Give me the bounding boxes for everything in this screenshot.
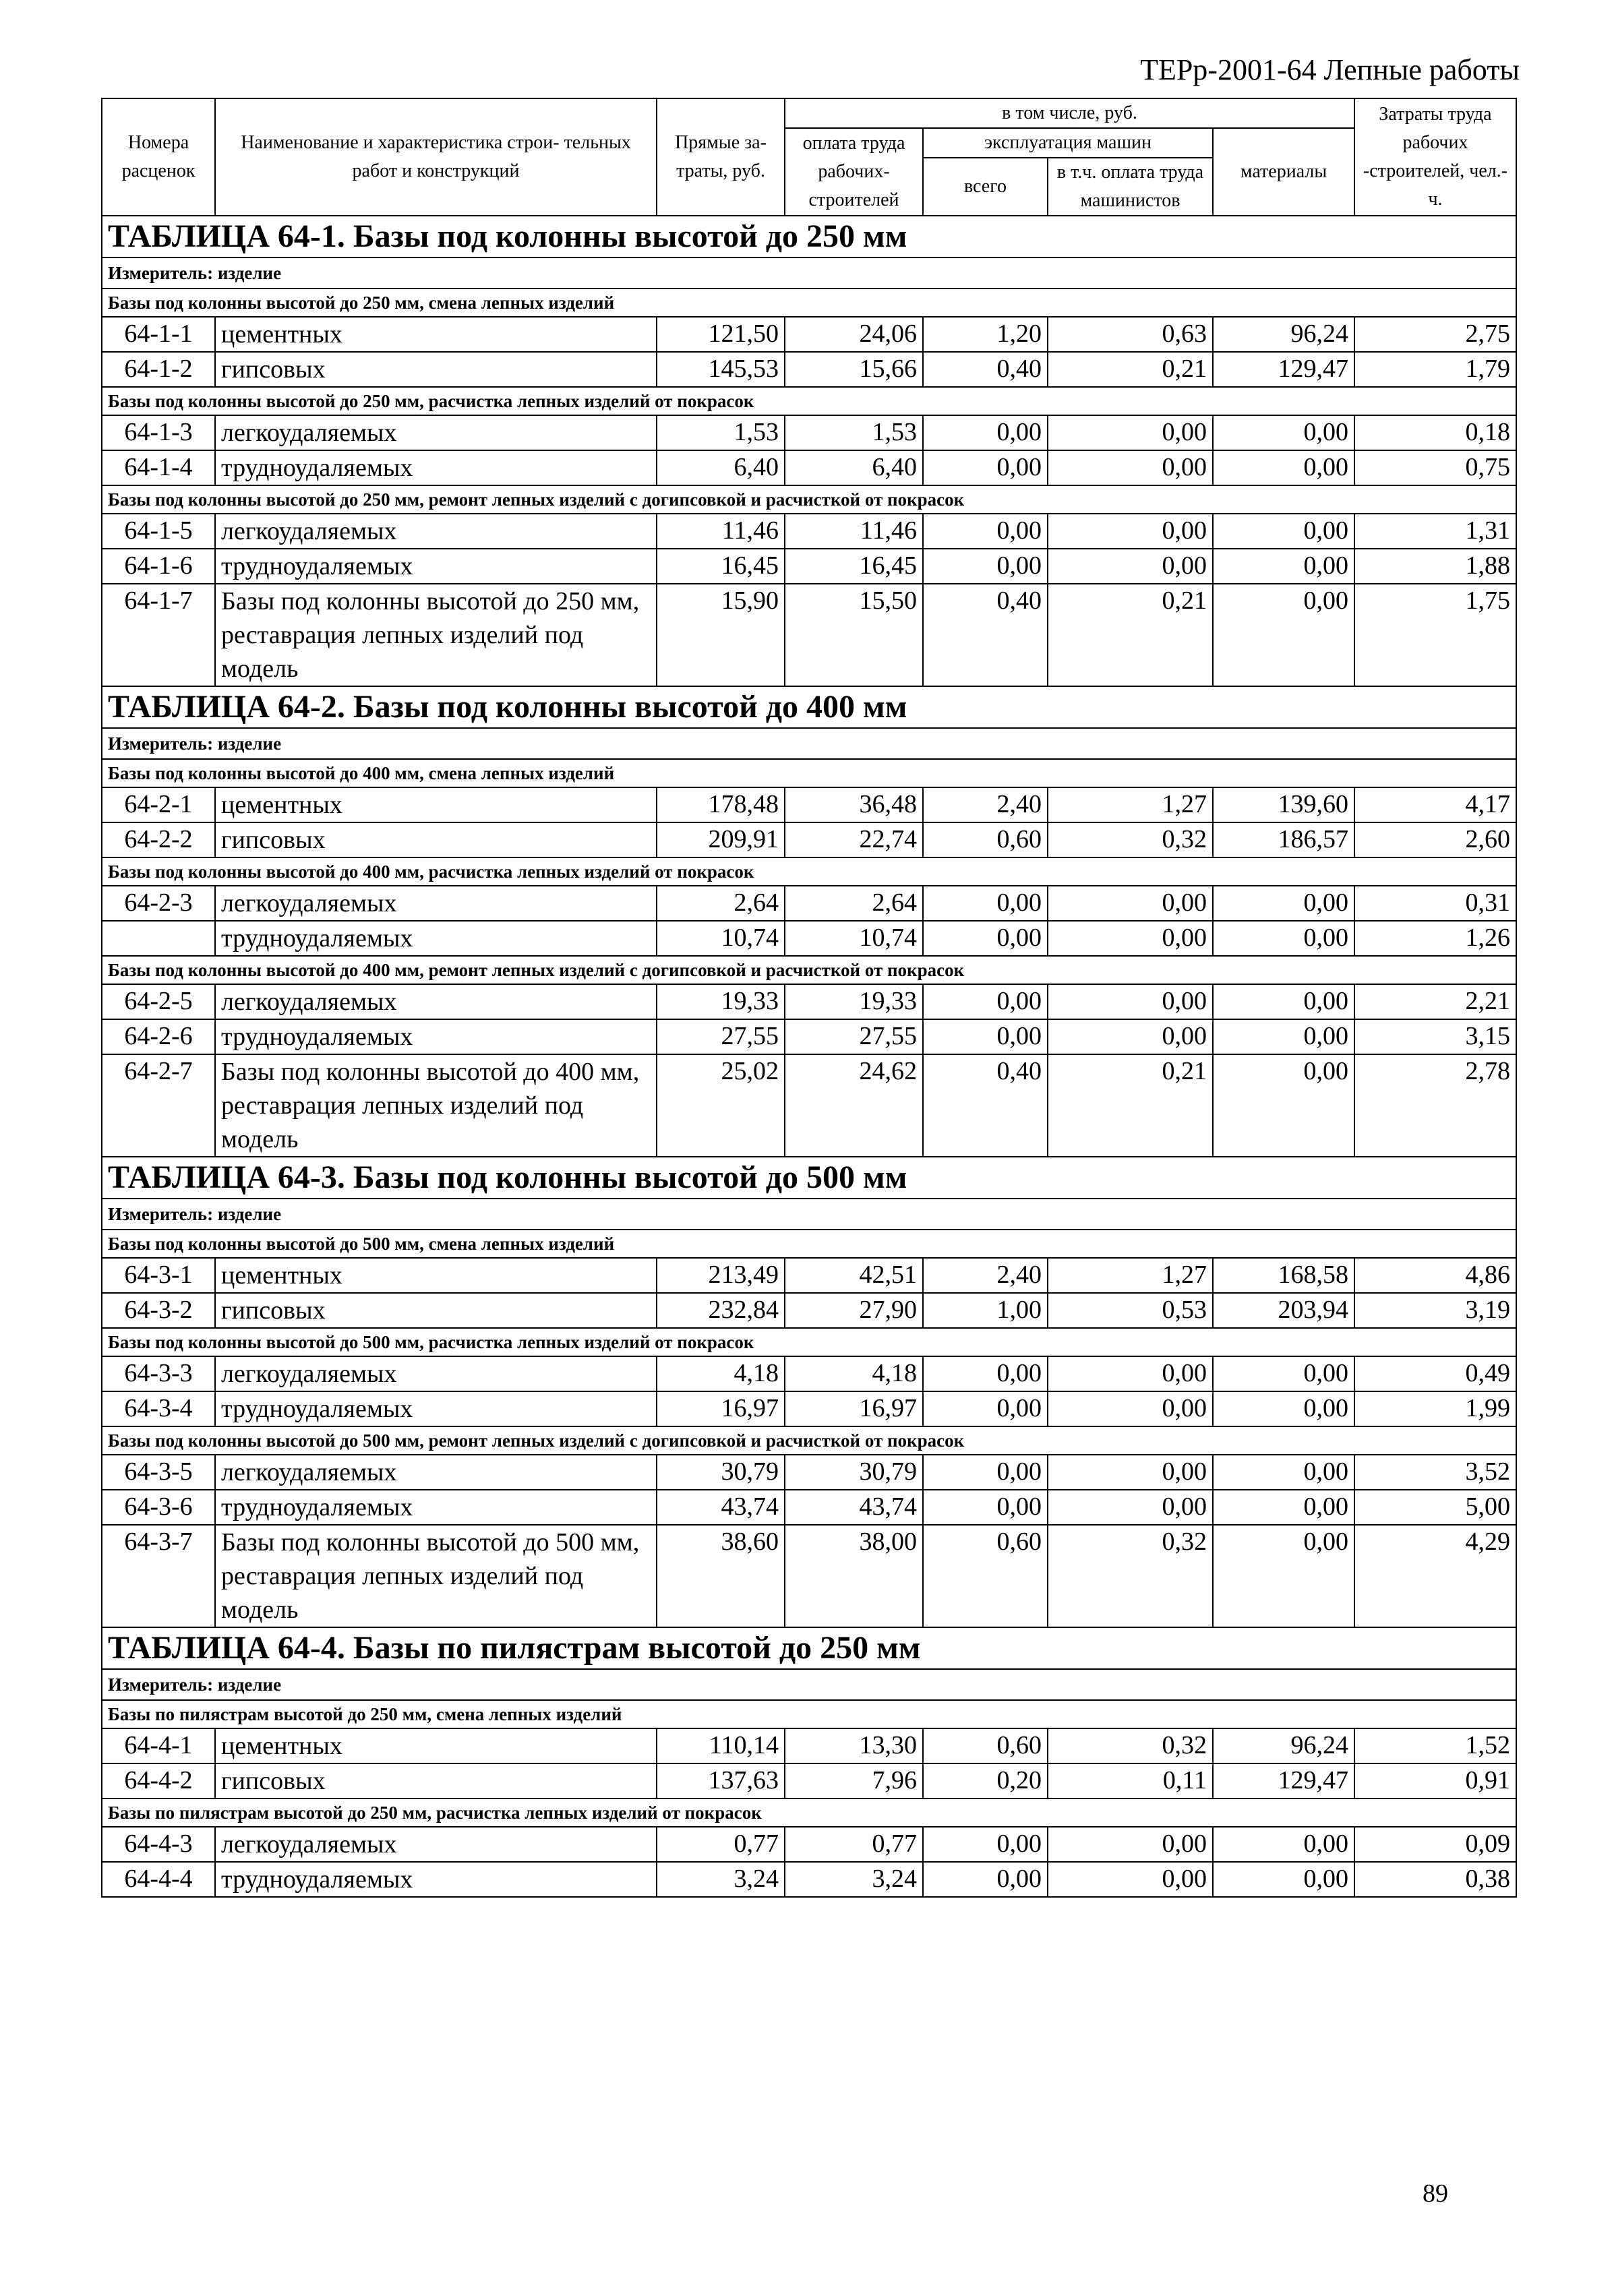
table-title: ТАБЛИЦА 64-1. Базы под колонны высотой до 250 мм xyxy=(102,216,1516,258)
table-row xyxy=(102,1054,1516,1157)
labor-hours: 1,79 xyxy=(1354,352,1516,387)
col-header-name: Наименование и характеристика строи- тельных работ и конструкций xyxy=(215,98,657,216)
work-name: трудноудаляемых xyxy=(215,1862,657,1897)
work-name: цементных xyxy=(215,787,657,822)
machinist-labor-cost: 0,00 xyxy=(1048,415,1213,450)
labor-hours: 2,60 xyxy=(1354,822,1516,857)
materials-cost: 0,00 xyxy=(1213,1827,1354,1862)
machinist-labor-cost: 0,21 xyxy=(1048,584,1213,686)
direct-cost: 25,02 xyxy=(657,1054,785,1157)
machinist-labor-cost: 0,00 xyxy=(1048,1019,1213,1054)
labor-cost: 27,90 xyxy=(785,1293,923,1328)
machine-cost: 0,60 xyxy=(923,1525,1048,1627)
group-subtitle-row xyxy=(102,1700,1516,1728)
group-subtitle: Базы под колонны высотой до 400 мм, расчистка лепных изделий от покрасок xyxy=(102,857,1516,886)
machine-cost: 0,00 xyxy=(923,921,1048,956)
labor-cost: 10,74 xyxy=(785,921,923,956)
measure-unit: Измеритель: изделие xyxy=(102,1199,1516,1230)
machinist-labor-cost: 0,00 xyxy=(1048,1490,1213,1525)
labor-hours: 4,17 xyxy=(1354,787,1516,822)
labor-hours: 0,18 xyxy=(1354,415,1516,450)
col-header-labor: оплата труда рабочих- строителей xyxy=(785,128,923,216)
direct-cost: 38,60 xyxy=(657,1525,785,1627)
table-row xyxy=(102,317,1516,352)
machinist-labor-cost: 0,00 xyxy=(1048,1827,1213,1862)
materials-cost: 129,47 xyxy=(1213,352,1354,387)
materials-cost: 0,00 xyxy=(1213,450,1354,485)
machinist-labor-cost: 0,32 xyxy=(1048,822,1213,857)
work-name: цементных xyxy=(215,317,657,352)
machinist-labor-cost: 0,00 xyxy=(1048,984,1213,1019)
labor-hours: 1,88 xyxy=(1354,549,1516,584)
labor-hours: 3,19 xyxy=(1354,1293,1516,1328)
machine-cost: 0,00 xyxy=(923,549,1048,584)
work-name: трудноудаляемых xyxy=(215,1391,657,1426)
group-subtitle: Базы под колонны высотой до 250 мм, расчистка лепных изделий от покрасок xyxy=(102,387,1516,415)
machine-cost: 0,60 xyxy=(923,1728,1048,1763)
labor-hours: 1,99 xyxy=(1354,1391,1516,1426)
table-row xyxy=(102,1258,1516,1293)
direct-cost: 16,97 xyxy=(657,1391,785,1426)
direct-cost: 6,40 xyxy=(657,450,785,485)
table-row xyxy=(102,1490,1516,1525)
machinist-labor-cost: 0,00 xyxy=(1048,1391,1213,1426)
labor-cost: 3,24 xyxy=(785,1862,923,1897)
measure-unit: Измеритель: изделие xyxy=(102,728,1516,759)
measure-row xyxy=(102,728,1516,759)
rate-code: 64-1-5 xyxy=(102,514,215,549)
machine-cost: 1,20 xyxy=(923,317,1048,352)
group-subtitle-row xyxy=(102,759,1516,787)
machine-cost: 0,00 xyxy=(923,1862,1048,1897)
labor-cost: 36,48 xyxy=(785,787,923,822)
machine-cost: 0,00 xyxy=(923,1391,1048,1426)
work-name: цементных xyxy=(215,1728,657,1763)
table-row xyxy=(102,1391,1516,1426)
materials-cost: 0,00 xyxy=(1213,1862,1354,1897)
measure-unit: Измеритель: изделие xyxy=(102,1669,1516,1700)
group-subtitle: Базы под колонны высотой до 250 мм, ремонт лепных изделий с догипсовкой и расчисткой от покрасок xyxy=(102,485,1516,514)
col-header-materials: материалы xyxy=(1213,128,1354,216)
group-subtitle-row xyxy=(102,387,1516,415)
group-subtitle: Базы по пилястрам высотой до 250 мм, смена лепных изделий xyxy=(102,1700,1516,1728)
machinist-labor-cost: 0,00 xyxy=(1048,549,1213,584)
labor-cost: 7,96 xyxy=(785,1763,923,1799)
materials-cost: 0,00 xyxy=(1213,1054,1354,1157)
table-row xyxy=(102,984,1516,1019)
machinist-labor-cost: 0,00 xyxy=(1048,1862,1213,1897)
work-name: легкоудаляемых xyxy=(215,1455,657,1490)
rate-code: 64-2-6 xyxy=(102,1019,215,1054)
direct-cost: 2,64 xyxy=(657,886,785,921)
machine-cost: 0,00 xyxy=(923,450,1048,485)
rate-code: 64-3-3 xyxy=(102,1356,215,1391)
table-row xyxy=(102,450,1516,485)
group-subtitle-row xyxy=(102,485,1516,514)
machinist-labor-cost: 0,53 xyxy=(1048,1293,1213,1328)
group-subtitle: Базы под колонны высотой до 400 мм, ремонт лепных изделий с догипсовкой и расчисткой от покрасок xyxy=(102,956,1516,984)
labor-hours: 2,75 xyxy=(1354,317,1516,352)
labor-cost: 0,77 xyxy=(785,1827,923,1862)
materials-cost: 168,58 xyxy=(1213,1258,1354,1293)
work-name: легкоудаляемых xyxy=(215,415,657,450)
materials-cost: 0,00 xyxy=(1213,1455,1354,1490)
group-subtitle-row xyxy=(102,857,1516,886)
work-name: трудноудаляемых xyxy=(215,921,657,956)
col-header-machines: эксплуатация машин xyxy=(923,128,1213,158)
col-header-hours: Затраты труда рабочих -строителей, чел.-ч. xyxy=(1354,98,1516,216)
direct-cost: 27,55 xyxy=(657,1019,785,1054)
machinist-labor-cost: 1,27 xyxy=(1048,787,1213,822)
rate-code: 64-3-5 xyxy=(102,1455,215,1490)
work-name: гипсовых xyxy=(215,822,657,857)
machinist-labor-cost: 0,32 xyxy=(1048,1525,1213,1627)
table-row xyxy=(102,822,1516,857)
labor-hours: 1,26 xyxy=(1354,921,1516,956)
machine-cost: 0,00 xyxy=(923,984,1048,1019)
direct-cost: 30,79 xyxy=(657,1455,785,1490)
measure-unit: Измеритель: изделие xyxy=(102,258,1516,289)
rate-code: 64-1-3 xyxy=(102,415,215,450)
table-row xyxy=(102,1827,1516,1862)
work-name: Базы под колонны высотой до 400 мм, реставрация лепных изделий под модель xyxy=(215,1054,657,1157)
table-row xyxy=(102,415,1516,450)
rate-code: 64-1-7 xyxy=(102,584,215,686)
labor-cost: 4,18 xyxy=(785,1356,923,1391)
machine-cost: 0,00 xyxy=(923,1019,1048,1054)
rate-code: 64-3-7 xyxy=(102,1525,215,1627)
table-title-row xyxy=(102,686,1516,728)
machinist-labor-cost: 1,27 xyxy=(1048,1258,1213,1293)
machine-cost: 0,00 xyxy=(923,1455,1048,1490)
rate-code: 64-2-3 xyxy=(102,886,215,921)
machine-cost: 0,40 xyxy=(923,352,1048,387)
direct-cost: 209,91 xyxy=(657,822,785,857)
labor-hours: 3,52 xyxy=(1354,1455,1516,1490)
materials-cost: 0,00 xyxy=(1213,921,1354,956)
table-row xyxy=(102,1356,1516,1391)
machine-cost: 1,00 xyxy=(923,1293,1048,1328)
materials-cost: 0,00 xyxy=(1213,1490,1354,1525)
work-name: трудноудаляемых xyxy=(215,1490,657,1525)
table-title-row xyxy=(102,216,1516,258)
table-row xyxy=(102,1763,1516,1799)
table-row xyxy=(102,1728,1516,1763)
direct-cost: 4,18 xyxy=(657,1356,785,1391)
work-name: гипсовых xyxy=(215,352,657,387)
labor-hours: 1,52 xyxy=(1354,1728,1516,1763)
machinist-labor-cost: 0,00 xyxy=(1048,921,1213,956)
rate-code: 64-2-1 xyxy=(102,787,215,822)
materials-cost: 0,00 xyxy=(1213,984,1354,1019)
labor-cost: 24,62 xyxy=(785,1054,923,1157)
group-subtitle: Базы под колонны высотой до 500 мм, расчистка лепных изделий от покрасок xyxy=(102,1328,1516,1356)
rate-code: 64-2-5 xyxy=(102,984,215,1019)
table-row xyxy=(102,1293,1516,1328)
machinist-labor-cost: 0,63 xyxy=(1048,317,1213,352)
rate-code: 64-4-2 xyxy=(102,1763,215,1799)
group-subtitle-row xyxy=(102,956,1516,984)
labor-hours: 4,86 xyxy=(1354,1258,1516,1293)
materials-cost: 0,00 xyxy=(1213,549,1354,584)
rate-code: 64-4-1 xyxy=(102,1728,215,1763)
labor-cost: 38,00 xyxy=(785,1525,923,1627)
direct-cost: 232,84 xyxy=(657,1293,785,1328)
work-name: гипсовых xyxy=(215,1763,657,1799)
running-head: ТЕРр-2001-64 Лепные работы xyxy=(1140,53,1520,86)
labor-cost: 43,74 xyxy=(785,1490,923,1525)
direct-cost: 0,77 xyxy=(657,1827,785,1862)
machine-cost: 0,00 xyxy=(923,886,1048,921)
col-header-code: Номера расценок xyxy=(102,98,215,216)
measure-row xyxy=(102,1669,1516,1700)
col-header-direct: Прямые за- траты, руб. xyxy=(657,98,785,216)
machinist-labor-cost: 0,00 xyxy=(1048,514,1213,549)
labor-cost: 19,33 xyxy=(785,984,923,1019)
rate-code: 64-1-4 xyxy=(102,450,215,485)
work-name: легкоудаляемых xyxy=(215,1827,657,1862)
group-subtitle-row xyxy=(102,1328,1516,1356)
work-name: трудноудаляемых xyxy=(215,450,657,485)
table-title: ТАБЛИЦА 64-4. Базы по пилястрам высотой до 250 мм xyxy=(102,1627,1516,1669)
table-row xyxy=(102,886,1516,921)
machinist-labor-cost: 0,00 xyxy=(1048,886,1213,921)
labor-cost: 13,30 xyxy=(785,1728,923,1763)
machine-cost: 0,00 xyxy=(923,1490,1048,1525)
table-title-row xyxy=(102,1627,1516,1669)
work-name: легкоудаляемых xyxy=(215,514,657,549)
machine-cost: 2,40 xyxy=(923,787,1048,822)
table-title: ТАБЛИЦА 64-2. Базы под колонны высотой до 400 мм xyxy=(102,686,1516,728)
table-title: ТАБЛИЦА 64-3. Базы под колонны высотой до 500 мм xyxy=(102,1157,1516,1199)
table-body xyxy=(102,216,1516,1897)
labor-hours: 1,75 xyxy=(1354,584,1516,686)
machine-cost: 0,20 xyxy=(923,1763,1048,1799)
machine-cost: 0,40 xyxy=(923,1054,1048,1157)
rate-code: 64-2-2 xyxy=(102,822,215,857)
machinist-labor-cost: 0,32 xyxy=(1048,1728,1213,1763)
rate-code: 64-3-4 xyxy=(102,1391,215,1426)
direct-cost: 145,53 xyxy=(657,352,785,387)
rate-code: 64-4-3 xyxy=(102,1827,215,1862)
group-subtitle-row xyxy=(102,1230,1516,1258)
labor-hours: 0,09 xyxy=(1354,1827,1516,1862)
direct-cost: 15,90 xyxy=(657,584,785,686)
col-header-mach-total: всего xyxy=(923,158,1048,216)
machinist-labor-cost: 0,21 xyxy=(1048,352,1213,387)
machine-cost: 0,40 xyxy=(923,584,1048,686)
rate-code: 64-3-1 xyxy=(102,1258,215,1293)
materials-cost: 96,24 xyxy=(1213,317,1354,352)
machinist-labor-cost: 0,00 xyxy=(1048,450,1213,485)
measure-row xyxy=(102,1199,1516,1230)
machinist-labor-cost: 0,21 xyxy=(1048,1054,1213,1157)
group-subtitle: Базы под колонны высотой до 400 мм, смена лепных изделий xyxy=(102,759,1516,787)
direct-cost: 10,74 xyxy=(657,921,785,956)
machine-cost: 0,00 xyxy=(923,514,1048,549)
materials-cost: 0,00 xyxy=(1213,415,1354,450)
materials-cost: 139,60 xyxy=(1213,787,1354,822)
machinist-labor-cost: 0,00 xyxy=(1048,1356,1213,1391)
machinist-labor-cost: 0,11 xyxy=(1048,1763,1213,1799)
labor-cost: 27,55 xyxy=(785,1019,923,1054)
materials-cost: 0,00 xyxy=(1213,1525,1354,1627)
labor-hours: 2,21 xyxy=(1354,984,1516,1019)
table-row xyxy=(102,584,1516,686)
machine-cost: 0,00 xyxy=(923,1356,1048,1391)
col-header-mach-labor: в т.ч. оплата труда машинистов xyxy=(1048,158,1213,216)
labor-hours: 0,31 xyxy=(1354,886,1516,921)
labor-cost: 42,51 xyxy=(785,1258,923,1293)
labor-hours: 4,29 xyxy=(1354,1525,1516,1627)
direct-cost: 43,74 xyxy=(657,1490,785,1525)
group-subtitle: Базы под колонны высотой до 500 мм, ремонт лепных изделий с догипсовкой и расчисткой от покрасок xyxy=(102,1426,1516,1455)
machinist-labor-cost: 0,00 xyxy=(1048,1455,1213,1490)
materials-cost: 186,57 xyxy=(1213,822,1354,857)
work-name: легкоудаляемых xyxy=(215,886,657,921)
materials-cost: 96,24 xyxy=(1213,1728,1354,1763)
rate-code: 64-4-4 xyxy=(102,1862,215,1897)
measure-row xyxy=(102,258,1516,289)
group-subtitle-row xyxy=(102,289,1516,317)
labor-hours: 0,38 xyxy=(1354,1862,1516,1897)
machine-cost: 0,60 xyxy=(923,822,1048,857)
labor-cost: 30,79 xyxy=(785,1455,923,1490)
direct-cost: 213,49 xyxy=(657,1258,785,1293)
labor-cost: 22,74 xyxy=(785,822,923,857)
group-subtitle: Базы под колонны высотой до 500 мм, смена лепных изделий xyxy=(102,1230,1516,1258)
col-header-incl: в том числе, руб. xyxy=(785,98,1354,128)
materials-cost: 0,00 xyxy=(1213,584,1354,686)
work-name: трудноудаляемых xyxy=(215,549,657,584)
labor-cost: 16,45 xyxy=(785,549,923,584)
direct-cost: 121,50 xyxy=(657,317,785,352)
table-row xyxy=(102,787,1516,822)
work-name: гипсовых xyxy=(215,1293,657,1328)
labor-cost: 15,50 xyxy=(785,584,923,686)
rate-code xyxy=(102,921,215,956)
group-subtitle-row xyxy=(102,1426,1516,1455)
work-name: Базы под колонны высотой до 250 мм, реставрация лепных изделий под модель xyxy=(215,584,657,686)
table-row xyxy=(102,1525,1516,1627)
rate-code: 64-1-6 xyxy=(102,549,215,584)
work-name: трудноудаляемых xyxy=(215,1019,657,1054)
labor-cost: 2,64 xyxy=(785,886,923,921)
materials-cost: 0,00 xyxy=(1213,1391,1354,1426)
direct-cost: 178,48 xyxy=(657,787,785,822)
group-subtitle-row xyxy=(102,1799,1516,1827)
direct-cost: 1,53 xyxy=(657,415,785,450)
labor-hours: 1,31 xyxy=(1354,514,1516,549)
labor-cost: 11,46 xyxy=(785,514,923,549)
labor-hours: 0,75 xyxy=(1354,450,1516,485)
materials-cost: 0,00 xyxy=(1213,514,1354,549)
materials-cost: 0,00 xyxy=(1213,1356,1354,1391)
rates-table xyxy=(101,98,1517,1898)
table-row xyxy=(102,921,1516,956)
rate-code: 64-1-1 xyxy=(102,317,215,352)
labor-hours: 0,49 xyxy=(1354,1356,1516,1391)
machine-cost: 0,00 xyxy=(923,415,1048,450)
labor-hours: 3,15 xyxy=(1354,1019,1516,1054)
direct-cost: 137,63 xyxy=(657,1763,785,1799)
direct-cost: 110,14 xyxy=(657,1728,785,1763)
materials-cost: 203,94 xyxy=(1213,1293,1354,1328)
machine-cost: 0,00 xyxy=(923,1827,1048,1862)
labor-cost: 24,06 xyxy=(785,317,923,352)
machine-cost: 2,40 xyxy=(923,1258,1048,1293)
work-name: легкоудаляемых xyxy=(215,1356,657,1391)
direct-cost: 11,46 xyxy=(657,514,785,549)
labor-hours: 5,00 xyxy=(1354,1490,1516,1525)
labor-hours: 2,78 xyxy=(1354,1054,1516,1157)
labor-cost: 16,97 xyxy=(785,1391,923,1426)
rate-code: 64-1-2 xyxy=(102,352,215,387)
table-row xyxy=(102,1455,1516,1490)
group-subtitle: Базы под колонны высотой до 250 мм, смена лепных изделий xyxy=(102,289,1516,317)
rate-code: 64-3-6 xyxy=(102,1490,215,1525)
table-row xyxy=(102,1862,1516,1897)
labor-cost: 15,66 xyxy=(785,352,923,387)
work-name: цементных xyxy=(215,1258,657,1293)
rate-code: 64-2-7 xyxy=(102,1054,215,1157)
group-subtitle: Базы по пилястрам высотой до 250 мм, расчистка лепных изделий от покрасок xyxy=(102,1799,1516,1827)
table-title-row xyxy=(102,1157,1516,1199)
materials-cost: 0,00 xyxy=(1213,886,1354,921)
direct-cost: 16,45 xyxy=(657,549,785,584)
labor-hours: 0,91 xyxy=(1354,1763,1516,1799)
work-name: Базы под колонны высотой до 500 мм, реставрация лепных изделий под модель xyxy=(215,1525,657,1627)
materials-cost: 129,47 xyxy=(1213,1763,1354,1799)
labor-cost: 6,40 xyxy=(785,450,923,485)
work-name: легкоудаляемых xyxy=(215,984,657,1019)
table-row xyxy=(102,514,1516,549)
table-row xyxy=(102,1019,1516,1054)
rate-code: 64-3-2 xyxy=(102,1293,215,1328)
table-row xyxy=(102,352,1516,387)
materials-cost: 0,00 xyxy=(1213,1019,1354,1054)
direct-cost: 3,24 xyxy=(657,1862,785,1897)
page-number: 89 xyxy=(1423,2179,1448,2208)
table-row xyxy=(102,549,1516,584)
direct-cost: 19,33 xyxy=(657,984,785,1019)
labor-cost: 1,53 xyxy=(785,415,923,450)
